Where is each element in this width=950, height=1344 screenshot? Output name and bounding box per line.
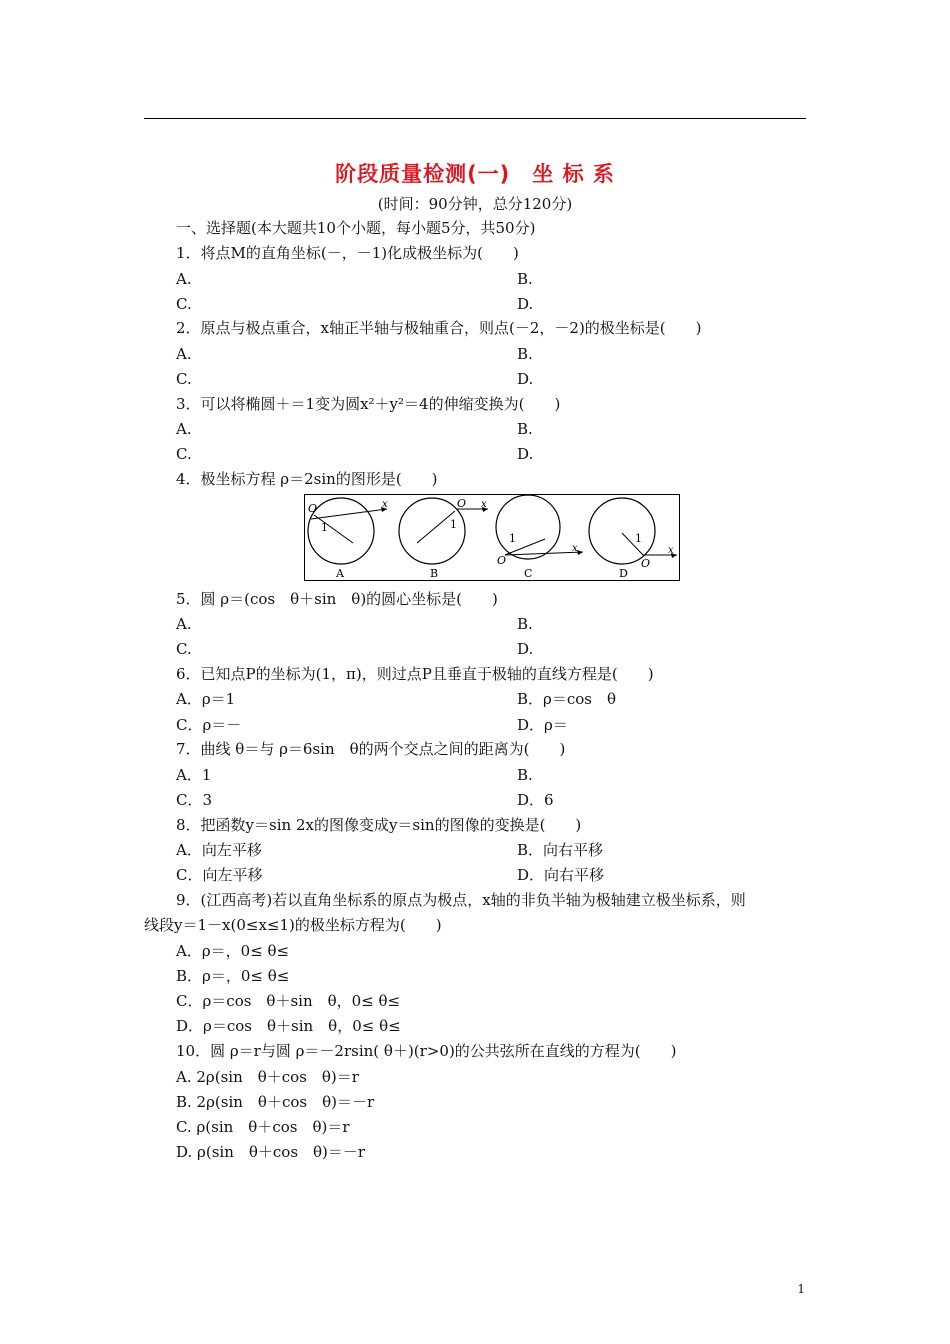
question-8-option-b: B．向右平移 [517, 841, 604, 859]
question-5-option-a: A. [176, 615, 192, 633]
question-3-option-d: D. [517, 445, 534, 463]
figure-option-a [308, 498, 388, 580]
question-3-stem: 3．可以将椭圆＋＝1变为圆x²＋y²＝4的伸缩变换为( ) [176, 395, 561, 413]
question-8-option-c: C．向左平移 [176, 866, 263, 884]
question-2-option-a: A. [176, 345, 192, 363]
question-1-option-d: D. [517, 295, 534, 313]
question-3-option-c: C. [176, 445, 192, 463]
page-title: 阶段质量检测(一) 坐 标 系 [335, 162, 615, 186]
figure-b-radius: 1 [450, 518, 457, 531]
question-7-option-d: D．6 [517, 791, 554, 809]
question-9-option-b: B．ρ＝，0≤ θ≤ [176, 967, 290, 985]
section-heading: 一、选择题(本大题共10个小题，每小题5分，共50分) [176, 219, 536, 237]
question-7-option-c: C．3 [176, 791, 213, 809]
figure-a-axis: x [382, 499, 388, 510]
question-6-option-c: C．ρ＝－ [176, 716, 242, 734]
question-2-stem: 2．原点与极点重合，x轴正半轴与极轴重合，则点(－2，－2)的极坐标是( ) [176, 319, 702, 337]
question-3-option-b: B. [517, 420, 533, 438]
figure-a-label: A [336, 567, 344, 580]
figure-c-axis: x [572, 543, 578, 554]
question-5-option-b: B. [517, 615, 533, 633]
question-10-option-b: B. 2ρ(sin θ＋cos θ)＝－r [176, 1093, 375, 1111]
figure-b-axis: x [481, 499, 487, 510]
question-9-option-c: C．ρ＝cos θ＋sin θ，0≤ θ≤ [176, 992, 401, 1010]
question-2-option-d: D. [517, 370, 534, 388]
figure-b-label: B [430, 567, 439, 580]
question-6-option-d: D．ρ＝ [517, 716, 568, 734]
question-1-option-a: A. [176, 270, 192, 288]
question-1-option-b: B. [517, 270, 533, 288]
question-7-option-a: A．1 [176, 766, 212, 784]
figure-d-label: D [619, 567, 628, 580]
question-7-stem: 7．曲线 θ＝与 ρ＝6sin θ的两个交点之间的距离为( ) [176, 740, 566, 758]
header-rule [144, 118, 806, 119]
question-6-option-b: B．ρ＝cos θ [517, 690, 617, 708]
question-7-option-b: B. [517, 766, 533, 784]
question-2-option-b: B. [517, 345, 533, 363]
figure-c-label: C [524, 567, 533, 580]
figure-option-c [496, 495, 583, 580]
question-9-stem-continued: 线段y＝1－x(0≤x≤1)的极坐标方程为( ) [144, 916, 442, 934]
figure-c-origin: O [497, 554, 507, 567]
question-5-option-d: D. [517, 640, 534, 658]
question-1-option-c: C. [176, 295, 192, 313]
question-1-stem: 1．将点M的直角坐标(－，－1)化成极坐标为( ) [176, 244, 519, 262]
question-3-option-a: A. [176, 420, 192, 438]
page-number: 1 [797, 1282, 805, 1296]
page-subtitle: (时间：90分钟，总分120分) [377, 195, 573, 213]
question-5-option-c: C. [176, 640, 192, 658]
figure-option-b [399, 497, 488, 580]
question-10-option-a: A. 2ρ(sin θ＋cos θ)＝r [176, 1068, 359, 1086]
question-8-option-a: A．向左平移 [176, 841, 262, 859]
question-2-option-c: C. [176, 370, 192, 388]
figure-c-radius: 1 [509, 532, 516, 545]
question-9-stem: 9．(江西高考)若以直角坐标系的原点为极点，x轴的非负半轴为极轴建立极坐标系，则 [176, 891, 746, 909]
figure-a-radius: 1 [321, 521, 328, 534]
figure-d-origin: O [641, 557, 651, 570]
question-10-option-d: D. ρ(sin θ＋cos θ)＝－r [176, 1143, 366, 1161]
figure-b-origin: O [457, 497, 467, 510]
question-9-option-d: D．ρ＝cos θ＋sin θ，0≤ θ≤ [176, 1017, 401, 1035]
question-10-option-c: C. ρ(sin θ＋cos θ)＝r [176, 1118, 350, 1136]
question-5-stem: 5．圆 ρ＝(cos θ＋sin θ)的圆心坐标是( ) [176, 590, 498, 608]
polar-circle-figure [304, 494, 680, 581]
question-8-stem: 8．把函数y＝sin 2x的图像变成y＝sin的图像的变换是( ) [176, 816, 582, 834]
figure-d-axis: x [668, 545, 674, 556]
question-10-stem: 10．圆 ρ＝r与圆 ρ＝－2rsin( θ＋)(r>0)的公共弦所在直线的方程为( ) [176, 1042, 677, 1060]
question-6-stem: 6．已知点P的坐标为(1，π)，则过点P且垂直于极轴的直线方程是( ) [176, 665, 654, 683]
figure-d-radius: 1 [635, 532, 642, 545]
question-4-stem: 4．极坐标方程 ρ＝2sin的图形是( ) [176, 470, 438, 488]
question-6-option-a: A．ρ＝1 [176, 690, 236, 708]
question-8-option-d: D．向右平移 [517, 866, 605, 884]
figure-option-d [589, 498, 677, 580]
figure-a-origin: O [308, 502, 318, 515]
question-9-option-a: A．ρ＝，0≤ θ≤ [176, 942, 290, 960]
